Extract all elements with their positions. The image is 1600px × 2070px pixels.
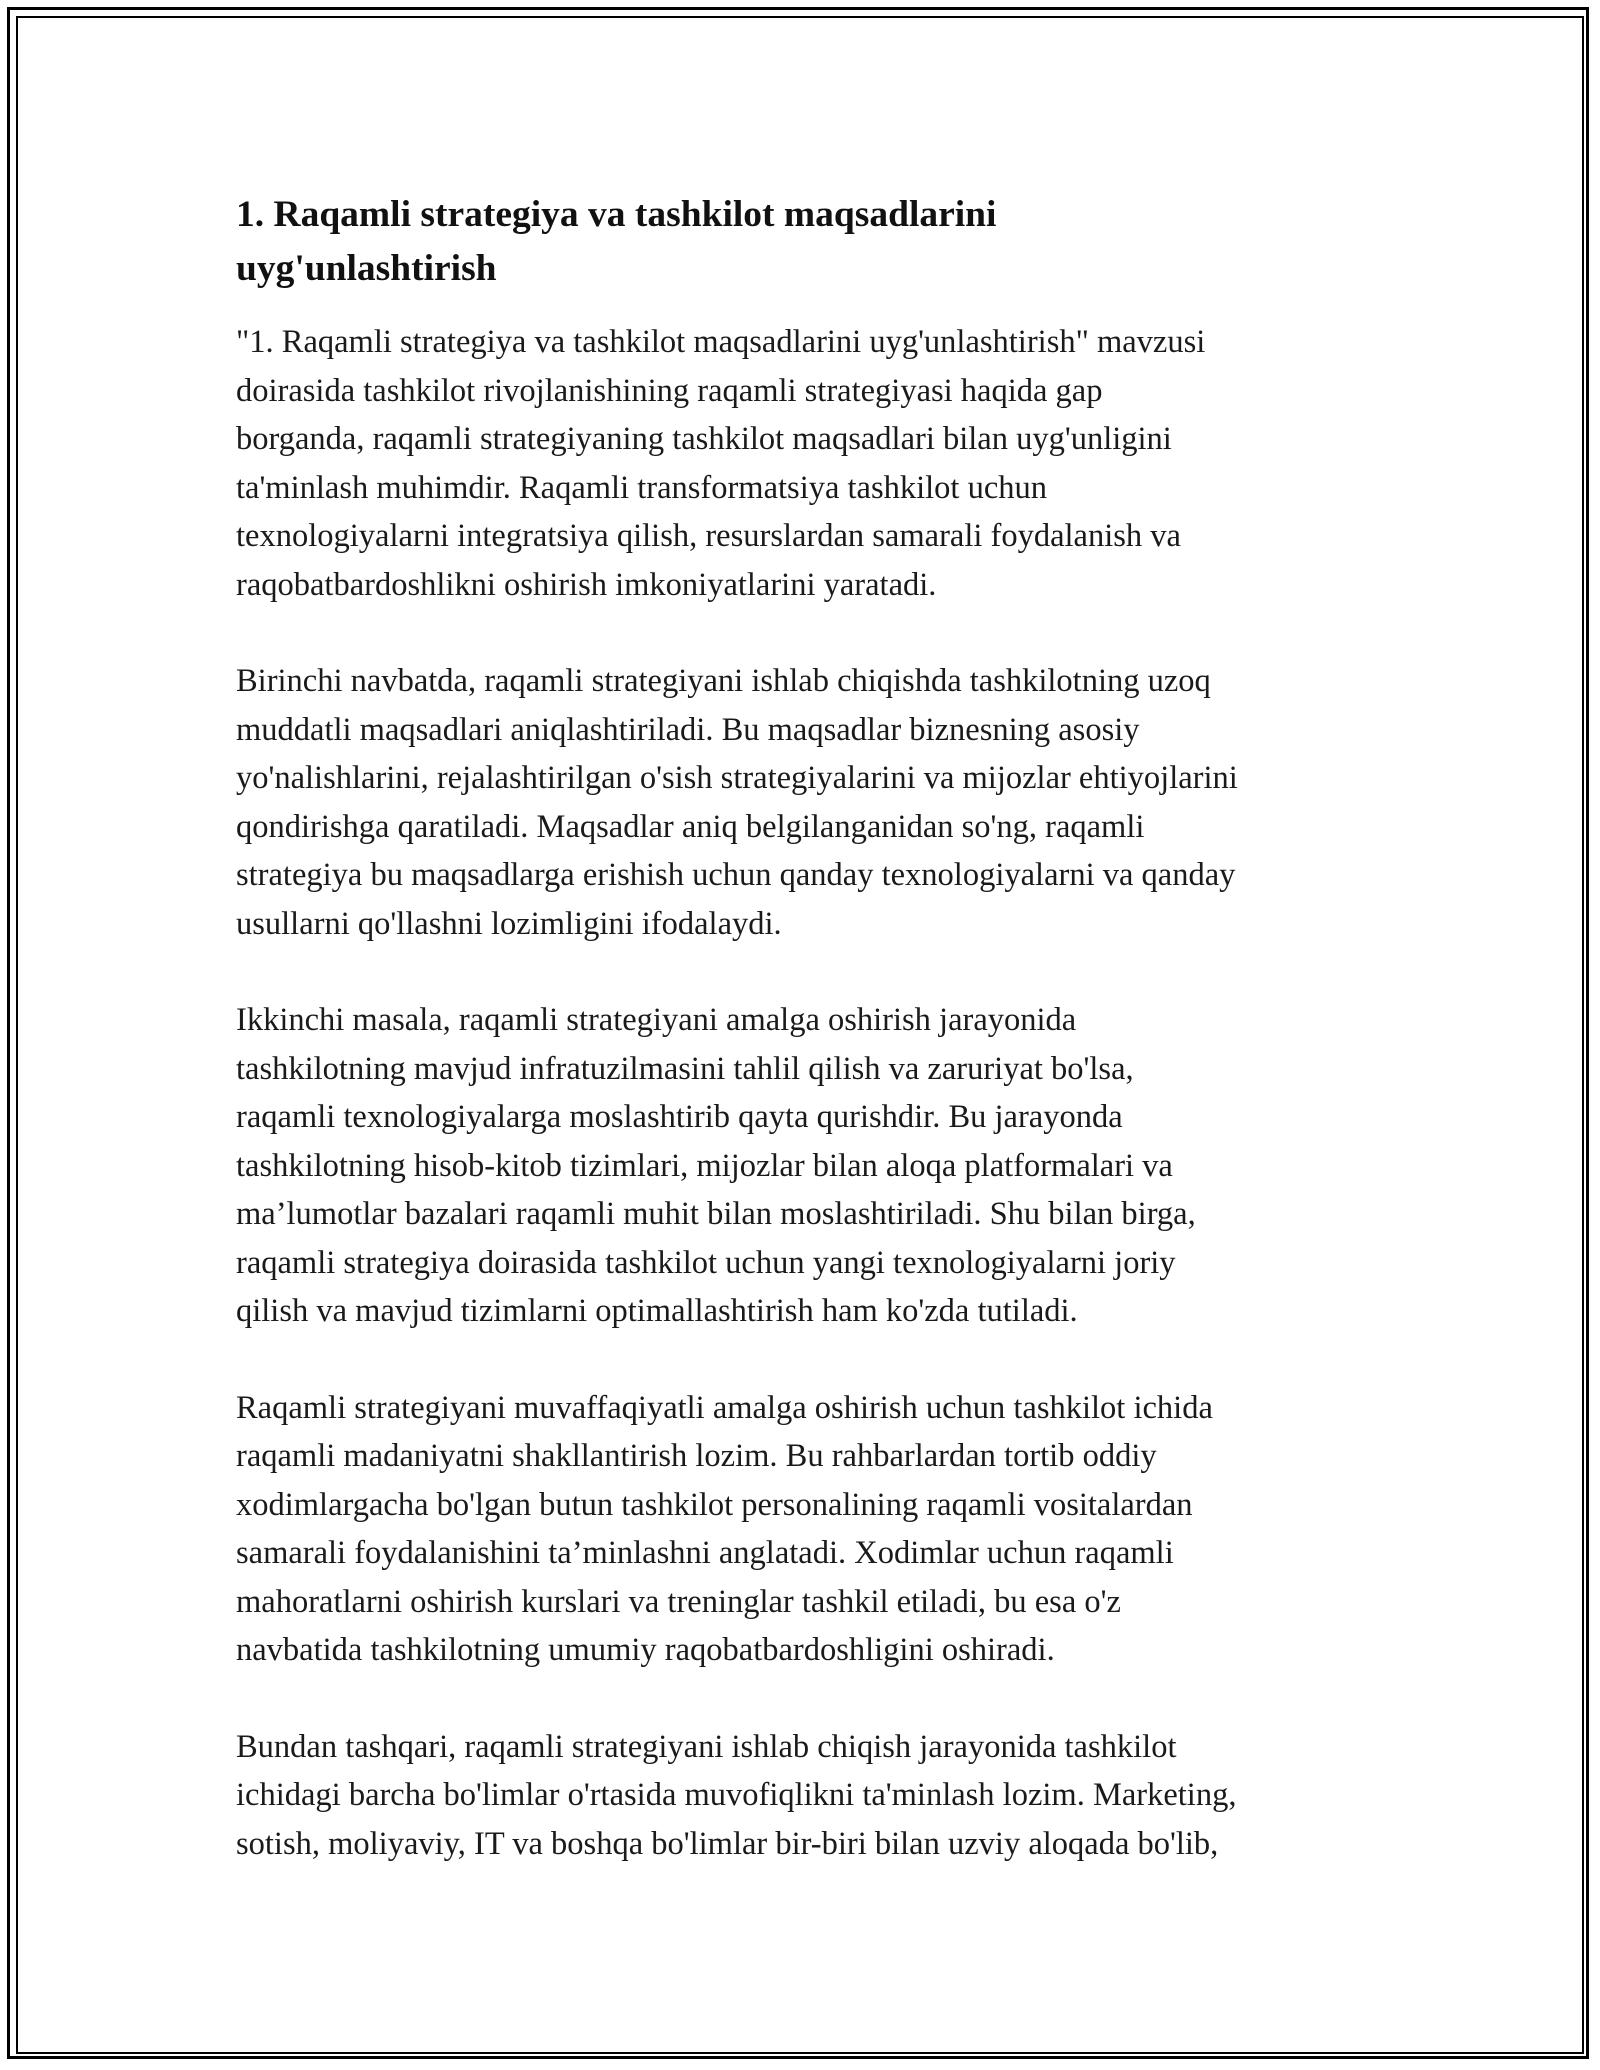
text-line: samarali foydalanishini ta’minlashni anglatadi. Xodimlar uchun raqamli: [236, 1535, 1174, 1571]
paragraph-departments: [236, 1723, 1386, 1869]
text-line: muddatli maqsadlari aniqlashtiriladi. Bu maqsadlar biznesning asosiy: [236, 711, 1140, 748]
text-line: tashkilotning mavjud infratuzilmasini tahlil qilish va zaruriyat bo'lsa,: [236, 1050, 1134, 1087]
text-line: doirasida tashkilot rivojlanishining raqamli strategiyasi haqida gap: [236, 372, 1103, 409]
paragraph-culture: [236, 1384, 1386, 1675]
paragraph-infrastructure: [236, 996, 1386, 1336]
text-line: Bundan tashqari, raqamli strategiyani ishlab chiqish jarayonida tashkilot: [236, 1728, 1177, 1765]
text-line: ma’lumotlar bazalari raqamli muhit bilan moslashtiriladi. Shu bilan birga,: [236, 1196, 1196, 1232]
text-line: mahoratlarni oshirish kurslari va treninglar tashkil etiladi, bu esa o'z: [236, 1583, 1121, 1620]
text-line: xodimlargacha bo'lgan butun tashkilot personalining raqamli vositalardan: [236, 1486, 1193, 1523]
text-line: raqamli texnologiyalarga moslashtirib qayta qurishdir. Bu jarayonda: [236, 1099, 1123, 1135]
text-line: texnologiyalarni integratsiya qilish, resurslardan samarali foydalanish va: [236, 518, 1181, 554]
text-line: tashkilotning hisob-kitob tizimlari, mijozlar bilan aloqa platformalari va: [236, 1147, 1173, 1184]
heading-line: uyg'unlashtirish: [236, 248, 497, 289]
heading-line: 1. Raqamli strategiya va tashkilot maqsadlarini: [236, 194, 997, 235]
section-heading: [236, 188, 1386, 296]
text-line: ta'minlash muhimdir. Raqamli transformatsiya tashkilot uchun: [236, 469, 1048, 506]
text-line: Ikkinchi masala, raqamli strategiyani amalga oshirish jarayonida: [236, 1002, 1077, 1038]
text-line: strategiya bu maqsadlarga erishish uchun qanday texnologiyalarni va qanday: [236, 857, 1236, 893]
text-line: Raqamli strategiyani muvaffaqiyatli amalga oshirish uchun tashkilot ichida: [236, 1389, 1213, 1426]
text-line: Birinchi navbatda, raqamli strategiyani ishlab chiqishda tashkilotning uzoq: [236, 663, 1211, 699]
paragraph-intro: [236, 318, 1386, 609]
text-line: qondirishga qaratiladi. Maqsadlar aniq belgilanganidan so'ng, raqamli: [236, 808, 1145, 845]
document-page: [236, 188, 1386, 1916]
text-line: "1. Raqamli strategiya va tashkilot maqsadlarini uyg'unlashtirish" mavzusi: [236, 324, 1206, 360]
text-line: sotish, moliyaviy, IT va boshqa bo'limlar bir-biri bilan uzviy aloqada bo'lib,: [236, 1825, 1219, 1862]
text-line: navbatida tashkilotning umumiy raqobatbardoshligini oshiradi.: [236, 1632, 1055, 1668]
text-line: qilish va mavjud tizimlarni optimallashtirish ham ko'zda tutiladi.: [236, 1293, 1078, 1329]
text-line: raqobatbardoshlikni oshirish imkoniyatlarini yaratadi.: [236, 566, 937, 603]
text-line: borganda, raqamli strategiyaning tashkilot maqsadlari bilan uyg'unligini: [236, 421, 1172, 457]
text-line: yo'nalishlarini, rejalashtirilgan o'sish strategiyalarini va mijozlar ehtiyojlarini: [236, 760, 1238, 796]
text-line: ichidagi barcha bo'limlar o'rtasida muvofiqlikni ta'minlash lozim. Marketing,: [236, 1777, 1237, 1813]
paragraph-goals: [236, 657, 1386, 948]
text-line: raqamli madaniyatni shakllantirish lozim. Bu rahbarlardan tortib oddiy: [236, 1438, 1157, 1474]
text-line: raqamli strategiya doirasida tashkilot uchun yangi texnologiyalarni joriy: [236, 1244, 1176, 1281]
text-line: usullarni qo'llashni lozimligini ifodalaydi.: [236, 905, 782, 942]
